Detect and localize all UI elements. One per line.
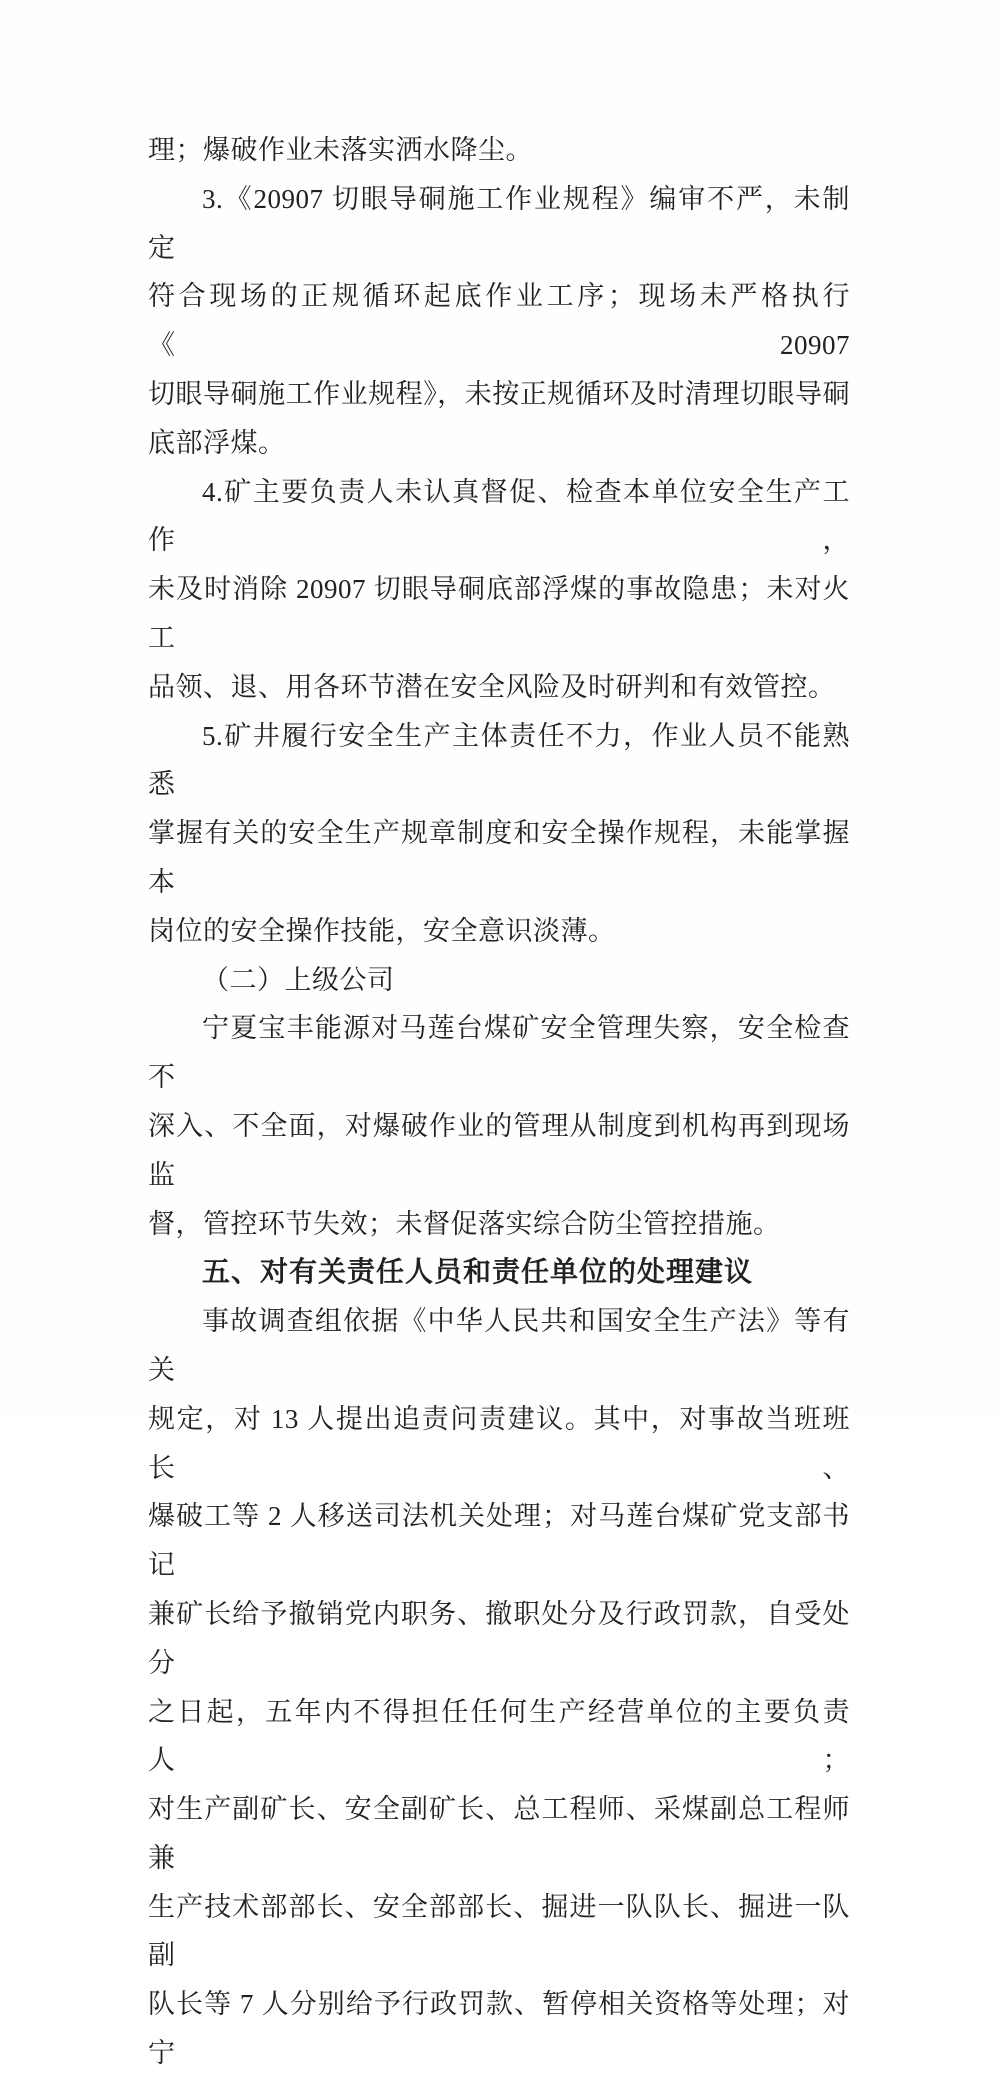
body-line: 深入、不全面，对爆破作业的管理从制度到机构再到现场监 bbox=[148, 1110, 850, 1190]
body-line: 3.《20907 切眼导硐施工作业规程》编审不严，未制定 bbox=[148, 183, 850, 263]
body-line: 品领、退、用各环节潜在安全风险及时研判和有效管控。 bbox=[148, 671, 836, 702]
body-line: 岗位的安全操作技能，安全意识淡薄。 bbox=[148, 915, 616, 946]
body-line: 兼矿长给予撤销党内职务、撤职处分及行政罚款，自受处分 bbox=[148, 1598, 850, 1678]
body-line: 规定，对 13 人提出追责问责建议。其中，对事故当班班长、 bbox=[148, 1403, 850, 1483]
body-line: 底部浮煤。 bbox=[148, 427, 286, 458]
section-heading: 五、对有关责任人员和责任单位的处理建议 bbox=[202, 1256, 754, 1288]
section-subheading: （二）上级公司 bbox=[202, 964, 395, 995]
body-line: 未及时消除 20907 切眼导硐底部浮煤的事故隐患；未对火工 bbox=[148, 574, 850, 653]
body-line: 切眼导硐施工作业规程》，未按正规循环及时清理切眼导硐 bbox=[148, 378, 850, 409]
body-line: 5.矿井履行安全生产主体责任不力，作业人员不能熟悉 bbox=[148, 720, 850, 800]
body-line: 生产技术部部长、安全部部长、掘进一队队长、掘进一队副 bbox=[148, 1891, 850, 1971]
body-line: 队长等 7 人分别给予行政罚款、暂停相关资格等处理；对宁 bbox=[148, 1989, 850, 2069]
body-line: 宁夏宝丰能源对马莲台煤矿安全管理失察，安全检查不 bbox=[148, 1013, 850, 1093]
document-body bbox=[148, 126, 850, 2078]
body-line: 督，管控环节失效；未督促落实综合防尘管控措施。 bbox=[148, 1208, 781, 1239]
body-line: 4.矿主要负责人未认真督促、检查本单位安全生产工作， bbox=[148, 476, 850, 556]
body-line: 事故调查组依据《中华人民共和国安全生产法》等有关 bbox=[148, 1306, 850, 1385]
body-line: 爆破工等 2 人移送司法机关处理；对马莲台煤矿党支部书记 bbox=[148, 1501, 850, 1581]
body-line: 掌握有关的安全生产规章制度和安全操作规程，未能掌握本 bbox=[148, 818, 850, 897]
body-line: 符合现场的正规循环起底作业工序；现场未严格执行《20907 bbox=[148, 281, 850, 361]
body-line: 之日起，五年内不得担任任何生产经营单位的主要负责人； bbox=[148, 1696, 850, 1776]
body-line: 对生产副矿长、安全副矿长、总工程师、采煤副总工程师兼 bbox=[148, 1794, 850, 1873]
body-line: 理；爆破作业未落实洒水降尘。 bbox=[148, 135, 533, 165]
